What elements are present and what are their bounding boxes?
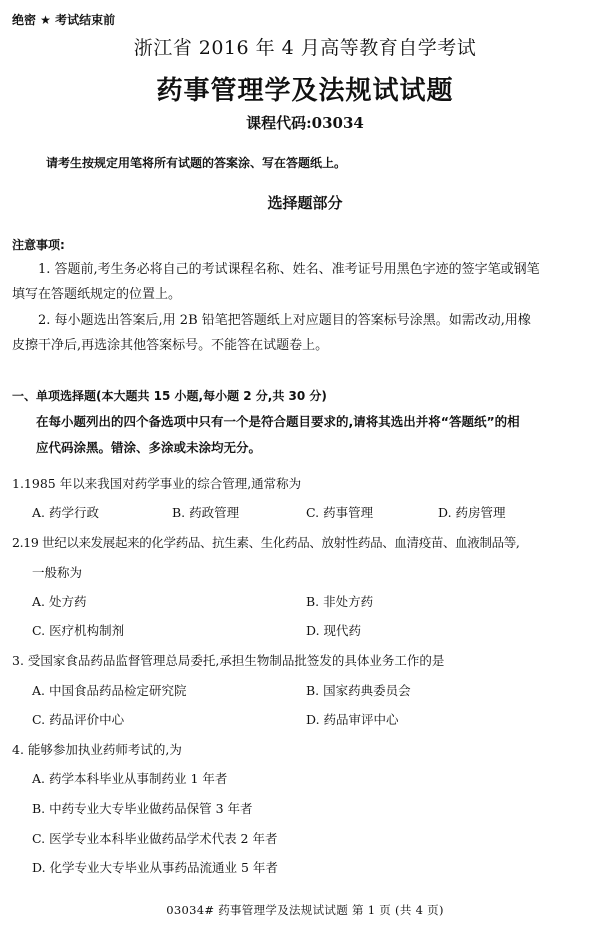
option-c: C. 医学专业本科毕业做药品学术代表 2 年者: [32, 831, 278, 846]
note-item-1: 1. 答题前,考生务必将自己的考试课程名称、姓名、准考证号用黑色字迹的签字笔或钢笔: [38, 262, 540, 277]
note-item-2-continued: 皮擦干净后,再选涂其他答案标号。不能答在试题卷上。: [12, 338, 329, 353]
question-stem: 1.1985 年以来我国对药学事业的综合管理,通常称为: [12, 476, 302, 491]
confidential-label: 绝密 ★ 考试结束前: [12, 13, 116, 27]
option-b: B. 药政管理: [172, 505, 240, 520]
question-stem: 4. 能够参加执业药师考试的,为: [12, 742, 182, 757]
question-stem-continued: 一般称为: [32, 565, 83, 580]
option-b: B. 中药专业大专毕业做药品保管 3 年者: [32, 801, 253, 816]
part-description-continued: 应代码涂黑。错涂、多涂或未涂均无分。: [36, 440, 262, 455]
note-item-1-continued: 填写在答题纸规定的位置上。: [12, 287, 182, 302]
option-a: A. 处方药: [32, 594, 87, 609]
course-code: 课程代码:03034: [246, 114, 364, 132]
paper-title: 药事管理学及法规试试题: [156, 76, 454, 106]
page-footer: 03034# 药事管理学及法规试试题 第 1 页 (共 4 页): [166, 903, 444, 917]
question-stem: 2.19 世纪以来发展起来的化学药品、抗生素、生化药品、放射性药品、血清疫苗、血液制品等,: [12, 535, 520, 550]
option-d: D. 药品审评中心: [306, 712, 399, 727]
option-c: C. 医疗机构制剂: [32, 623, 125, 638]
part-description: 在每小题列出的四个备选项中只有一个是符合题目要求的,请将其选出并将“答题纸”的相: [36, 414, 520, 429]
option-d: D. 药房管理: [438, 505, 506, 520]
note-item-2: 2. 每小题选出答案后,用 2B 铅笔把答题纸上对应题目的答案标号涂黑。如需改动,用橡: [38, 313, 531, 328]
option-c: C. 药事管理: [306, 505, 374, 520]
exam-title: 浙江省 2016 年 4 月高等教育自学考试: [133, 37, 477, 59]
option-a: A. 药学本科毕业从事制药业 1 年者: [32, 771, 228, 786]
notes-title: 注意事项:: [12, 238, 65, 252]
option-b: B. 非处方药: [306, 594, 374, 609]
section-heading: 选择题部分: [267, 194, 343, 212]
option-d: D. 化学专业大专毕业从事药品流通业 5 年者: [32, 860, 278, 875]
question-stem: 3. 受国家食品药品监督管理总局委托,承担生物制品批签发的具体业务工作的是: [12, 653, 445, 668]
option-c: C. 药品评价中心: [32, 712, 125, 727]
option-b: B. 国家药典委员会: [306, 683, 411, 698]
option-d: D. 现代药: [306, 623, 362, 638]
option-a: A. 药学行政: [32, 505, 99, 520]
option-a: A. 中国食品药品检定研究院: [32, 683, 187, 698]
answer-instruction: 请考生按规定用笔将所有试题的答案涂、写在答题纸上。: [46, 156, 347, 170]
part-title: 一、单项选择题(本大题共 15 小题,每小题 2 分,共 30 分): [12, 389, 327, 403]
